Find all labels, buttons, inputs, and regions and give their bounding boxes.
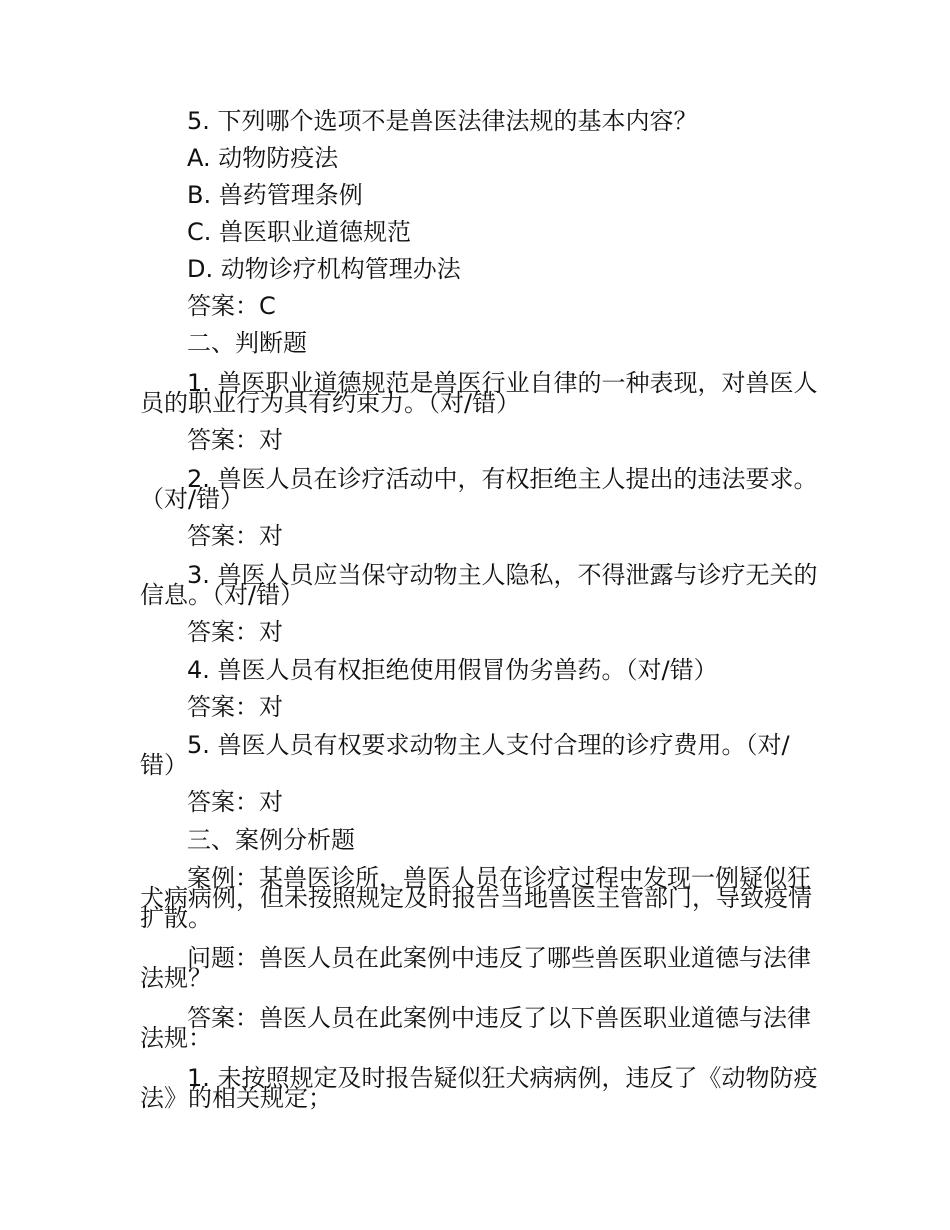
mc-option-d: D. 动物诊疗机构管理办法	[187, 255, 461, 283]
tf-question-5: 5. 兽医人员有权要求动物主人支付合理的诊疗费用。（对/错）	[140, 731, 790, 779]
tf-answer-2: 答案：对	[187, 522, 283, 550]
case-question: 问题：兽医人员在此案例中违反了哪些兽医职业道德与法律法规？	[140, 944, 811, 992]
tf-question-4: 4. 兽医人员有权拒绝使用假冒伪劣兽药。（对/错）	[187, 656, 718, 684]
tf-question-3: 3. 兽医人员应当保守动物主人隐私，不得泄露与诊疗无关的信息。（对/错）	[140, 561, 818, 609]
section-heading-true-false: 二、判断题	[187, 329, 307, 357]
mc-question: 5. 下列哪个选项不是兽医法律法规的基本内容？	[187, 107, 698, 135]
tf-question-2: 2. 兽医人员在诊疗活动中，有权拒绝主人提出的违法要求。（对/错）	[140, 465, 818, 513]
tf-question-1: 1. 兽医职业道德规范是兽医行业自律的一种表现，对兽医人员的职业行为具有约束力。（对/错）	[140, 369, 818, 417]
section-heading-case-analysis: 三、案例分析题	[187, 826, 355, 854]
mc-option-c: C. 兽医职业道德规范	[187, 218, 412, 246]
tf-answer-5: 答案：对	[187, 788, 283, 816]
tf-answer-3: 答案：对	[187, 618, 283, 646]
tf-answer-1: 答案：对	[187, 426, 283, 454]
mc-answer: 答案：C	[187, 292, 276, 320]
case-answer: 答案：兽医人员在此案例中违反了以下兽医职业道德与法律法规：	[140, 1004, 811, 1052]
mc-option-a: A. 动物防疫法	[187, 144, 339, 172]
case-answer-point-1: 1. 未按照规定及时报告疑似狂犬病病例，违反了《动物防疫法》的相关规定；	[140, 1064, 818, 1112]
tf-answer-4: 答案：对	[187, 693, 283, 721]
mc-option-b: B. 兽药管理条例	[187, 181, 363, 209]
case-description: 案例：某兽医诊所，兽医人员在诊疗过程中发现一例疑似狂犬病病例，但未按照规定及时报告当地兽医主管部门，导致疫情扩散。	[140, 864, 812, 932]
